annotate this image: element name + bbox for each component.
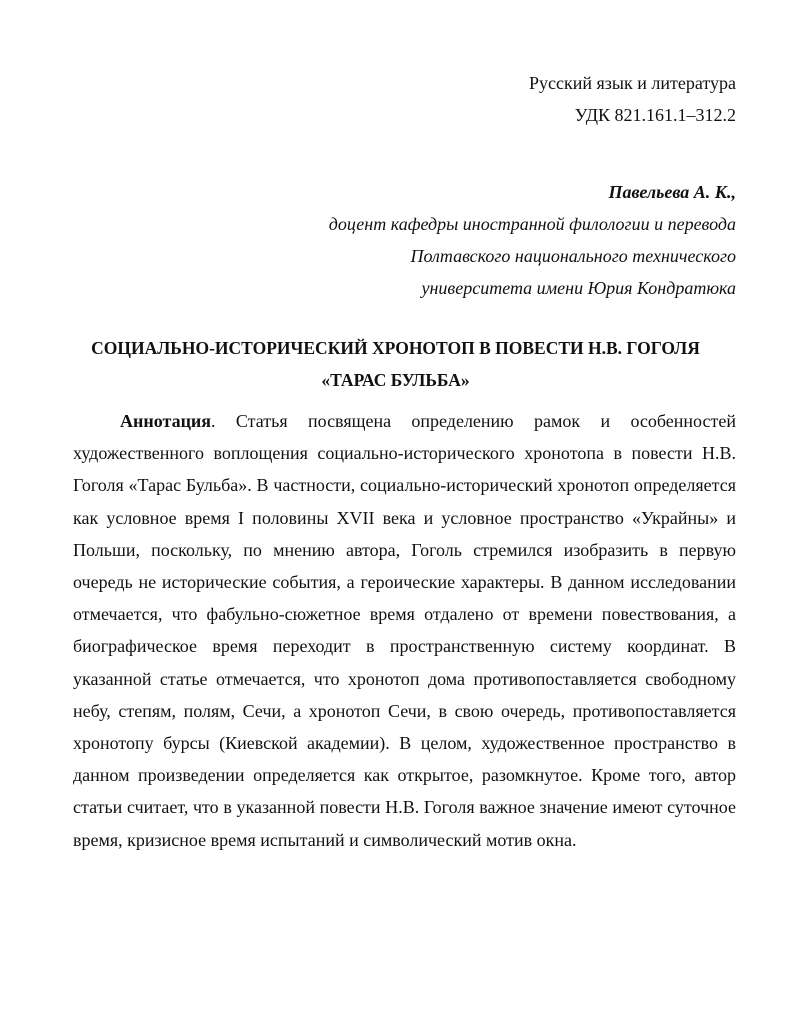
author-affiliation-line-2: Полтавского национального технического <box>410 246 736 266</box>
abstract-text: . Статья посвящена определению рамок и особенностей художественного воплощения социально-исторического хронотопа в повести Н.В. Гоголя «Тарас Бульба». В частности, социально-исторический хронотоп определяется как условное время I половины XVII века и условное пространство «Украйны» и Польши, поскольку, по мнению автора, Гоголь стремился изобразить в первую очередь не исторические события, а героические характеры. В данном исследовании отмечается, что фабульно-сюжетное время отдалено от времени повествования, а биографическое время переходит в пространственную систему координат. В указанной статье отмечается, что хронотоп дома противопоставляется свободному небу, степям, полям, Сечи, а хронотоп Сечи, в свою очередь, противопоставляется хронотопу бурсы (Киевской академии). В целом, художественное пространство в данном произведении определяется как открытое, разомкнутое. Кроме того, автор статьи считает, что в указанной повести Н.В. Гоголя важное значение имеют суточное время, кризисное время испытаний и символический мотив окна. <box>73 411 736 850</box>
paper-title-line-2: «ТАРАС БУЛЬБА» <box>321 370 470 390</box>
abstract-paragraph <box>73 405 736 856</box>
udk-code: УДК 821.161.1–312.2 <box>574 105 736 125</box>
author-name: Павельева А. К., <box>608 182 736 202</box>
section-name: Русский язык и литература <box>529 73 736 93</box>
abstract-label: Аннотация <box>120 411 212 431</box>
author-affiliation-line-1: доцент кафедры иностранной филологии и перевода <box>328 214 736 234</box>
author-affiliation-line-3: университета имени Юрия Кондратюка <box>421 278 736 298</box>
paper-title-line-1: СОЦИАЛЬНО-ИСТОРИЧЕСКИЙ ХРОНОТОП В ПОВЕСТИ Н.В. ГОГОЛЯ <box>91 338 700 358</box>
